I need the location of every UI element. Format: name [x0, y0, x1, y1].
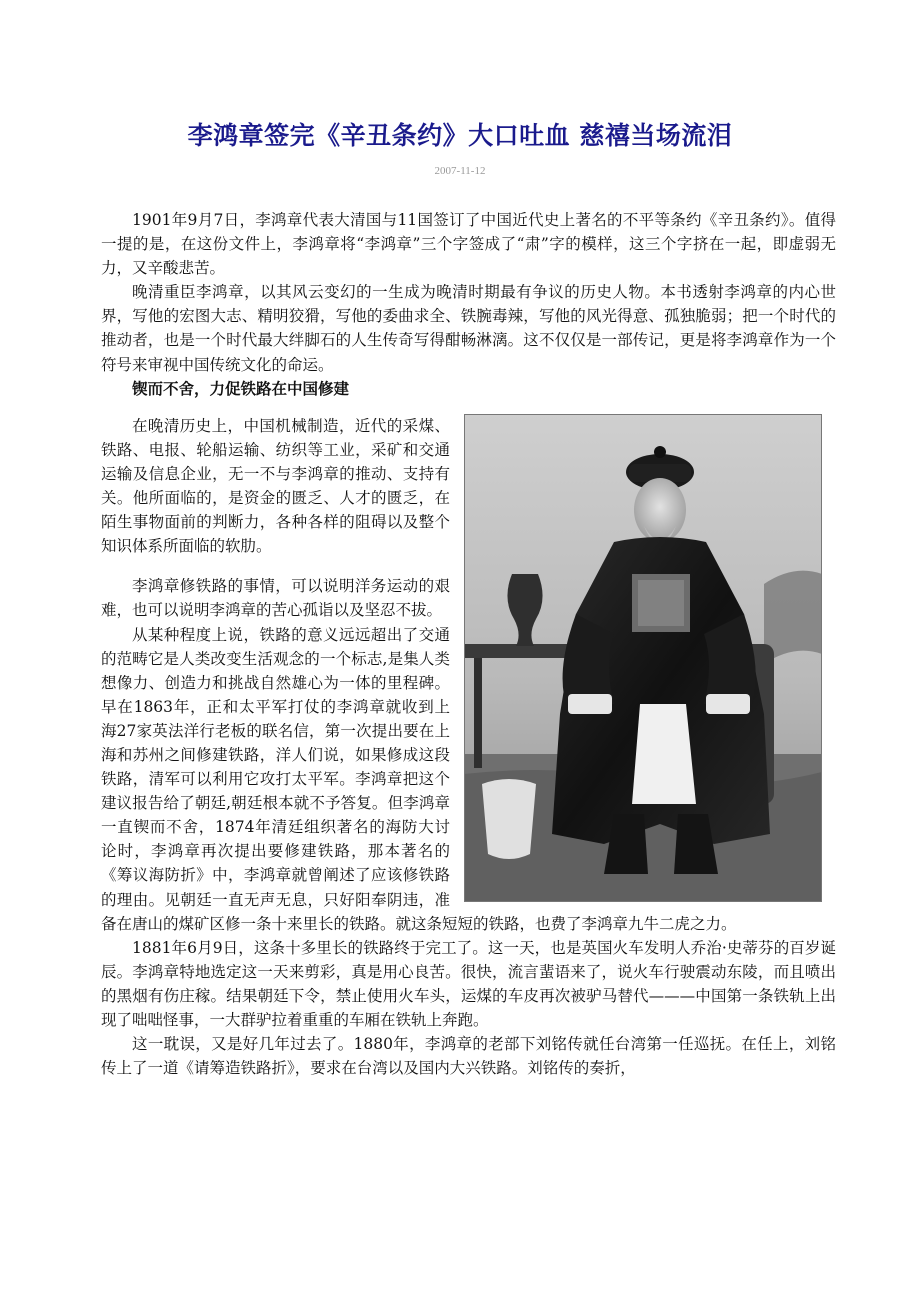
- paragraph: 从某种程度上说，铁路的意义远远超出了交通的范畴它是人类改变生活观念的一个标志,是集人类想像力、创造力和挑战自然雄心为一体的里程碑。早在1863年，正和太平军打仗的李鸿章就收到上海27家英法洋行老板的联名信，第一次提出要在上海和苏州之间修建铁路，洋人们说，如果修成这段铁路，清军可以利用它攻打太平军。李鸿章把这个建议报告给了朝廷,朝廷根本就不予答复。但李鸿章一直锲而不舍，1874年清廷组织著名的海防大讨论时，李鸿章再次提出要修建铁路，那本著名的《筹议海防折》中，李鸿章就曾阐述了应该修铁路的理由。见朝廷一直无声无息，只好阳奉阴违，准备在唐山的煤矿区修一条十来里长的铁路。就这条短短的铁路，也费了李鸿章九牛二虎之力。: [101, 625, 737, 933]
- paragraph: 李鸿章修铁路的事情，可以说明洋务运动的艰难，也可以说明李鸿章的苦心孤诣以及坚忍不拔。: [101, 577, 450, 620]
- paragraph: 1881年6月9日，这条十多里长的铁路终于完工了。这一天，也是英国火车发明人乔治·史蒂芬的百岁诞辰。李鸿章特地选定这一天来剪彩，真是用心良苦。很快，流言蜚语来了，说火车行驶震动东陵，而且喷出的黑烟有伤庄稼。结果朝廷下令，禁止使用火车头，运煤的车皮再次被驴马替代———中国第一条铁轨上出现了咄咄怪事，一大群驴拉着重重的车厢在铁轨上奔跑。: [101, 938, 836, 1029]
- paragraph: 在晚清历史上，中国机械制造，近代的采煤、铁路、电报、轮船运输、纺织等工业，采矿和交通运输及信息企业，无一不与李鸿章的推动、支持有关。他所面临的，是资金的匮乏、人才的匮乏，在陌生事物面前的判断力，各种各样的阻碍以及整个知识体系所面临的软肋。: [101, 416, 450, 556]
- paragraph: 1901年9月7日，李鸿章代表大清国与11国签订了中国近代史上著名的不平等条约《辛丑条约》。值得一提的是，在这份文件上，李鸿章将“李鸿章”三个字签成了“肃”字的模样，这三个字挤在一起，即虚弱无力，又辛酸悲苦。: [101, 211, 836, 278]
- article-title: 李鸿章签完《辛丑条约》大口吐血 慈禧当场流泪: [187, 121, 733, 150]
- section-heading: 锲而不舍，力促铁路在中国修建: [132, 379, 350, 398]
- paragraph: 晚清重臣李鸿章，以其风云变幻的一生成为晚清时期最有争议的历史人物。本书透射李鸿章的内心世界，写他的宏图大志、精明狡猾，写他的委曲求全、铁腕毒辣，写他的风光得意、孤独脆弱；把一个时代的推动者，也是一个时代最大绊脚石的人生传奇写得酣畅淋漓。这不仅仅是一部传记，更是将李鸿章作为一个符号来审视中国传统文化的命运。: [101, 283, 836, 374]
- paragraph: 这一耽误，又是好几年过去了。1880年，李鸿章的老部下刘铭传就任台湾第一任巡抚。在任上，刘铭传上了一道《请筹造铁路折》，要求在台湾以及国内大兴铁路。刘铭传的奏折，: [101, 1035, 836, 1078]
- article-date: 2007-11-12: [434, 165, 486, 177]
- article-body: [101, 208, 836, 1080]
- portrait-photo: [464, 414, 822, 902]
